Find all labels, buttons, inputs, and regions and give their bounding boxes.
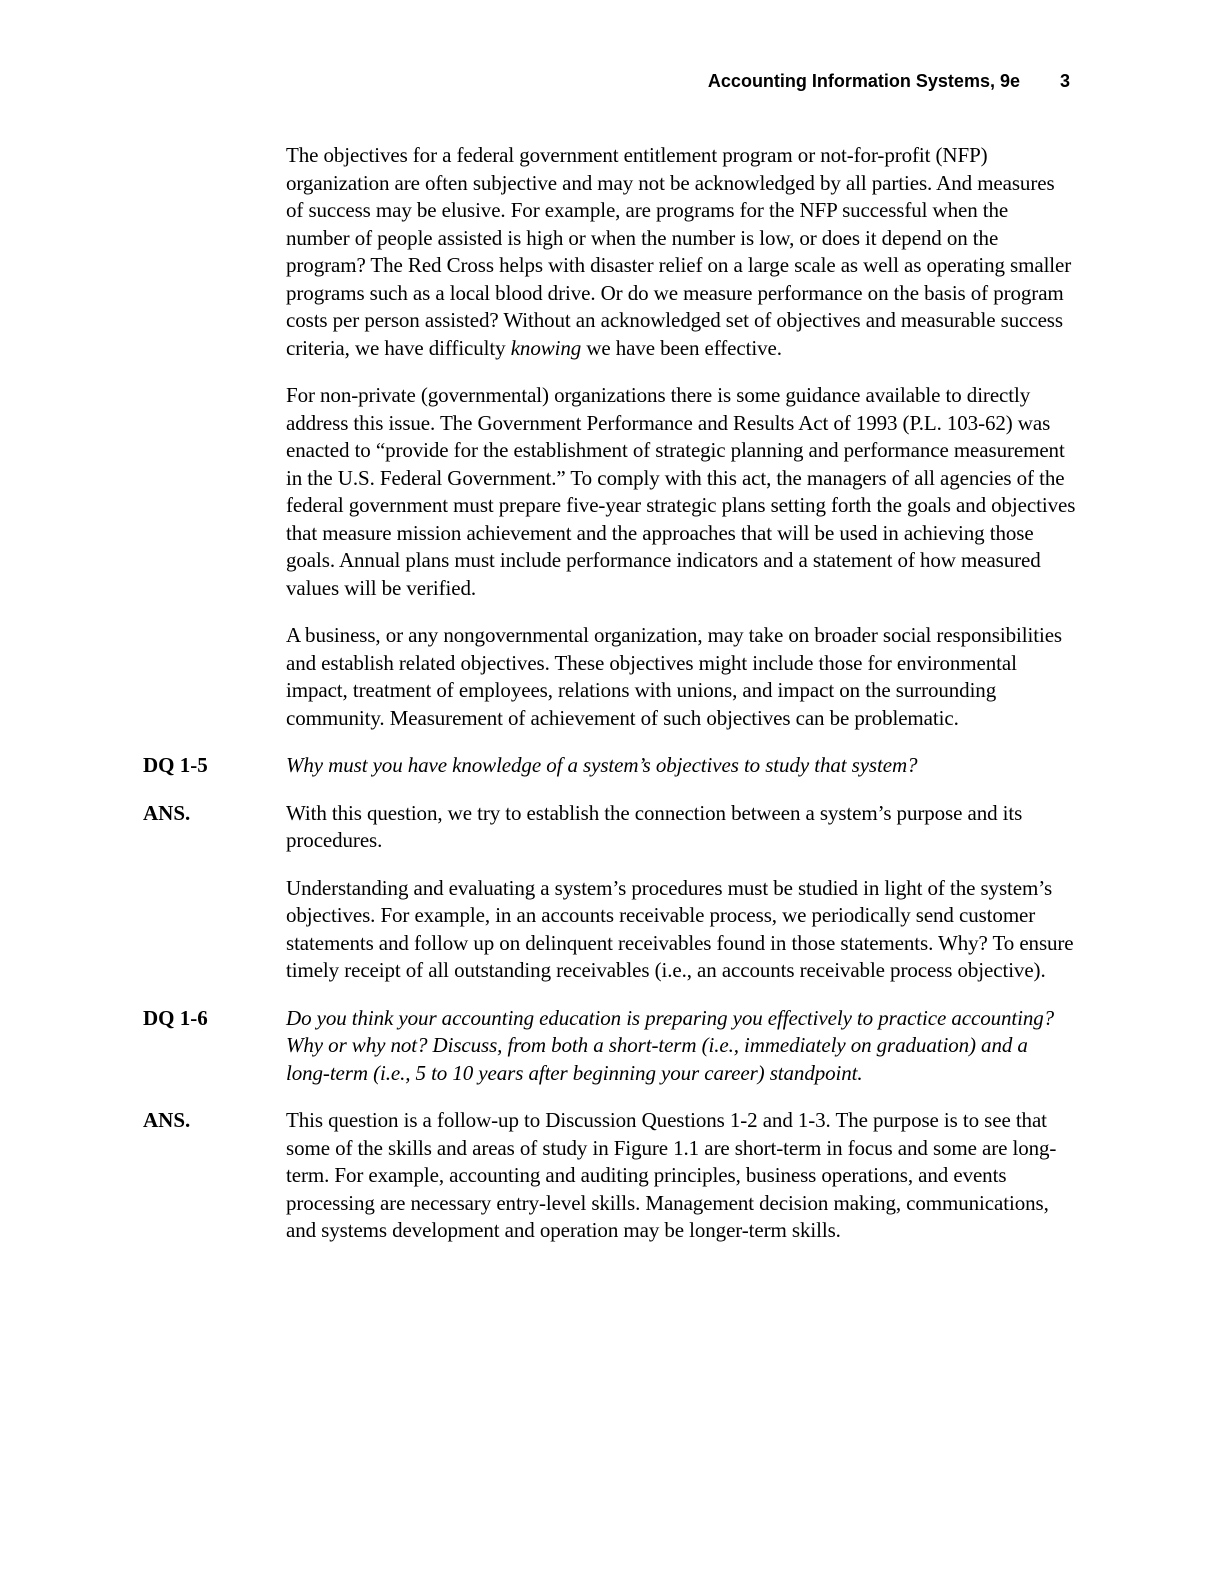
emphasis-text: knowing xyxy=(510,335,582,360)
paragraph-government-guidance: For non-private (governmental) organizations there is some guidance available to directly address this issue. The Government Performance and Results Act of 1993 (P.L. 103-62) was enacted to “provide for the establishment of strategic planning and performance measurement in the U.S. Federal Government.” To comply with this act, the managers of all agencies of the federal government must prepare five-year strategic plans setting forth the goals and objectives that measure mission achievement and the approaches that will be used in achieving those goals. Annual plans must include performance indicators and a statement of how measured values will be verified. xyxy=(286,383,1076,600)
paragraph-nfp-objectives xyxy=(0,142,1076,362)
answer-paragraph: Understanding and evaluating a system’s procedures must be studied in light of the system’s objectives. For example, in an accounts receivable process, we periodically send customer statements and follow up on delinquent receivables found in those statements. Why? To ensure timely receipt of all outstanding receivables (i.e., an accounts receivable process objective). xyxy=(286,875,1074,982)
paragraph-text-end: we have been effective. xyxy=(581,335,782,360)
question-text: Why must you have knowledge of a system’s objectives to study that system? xyxy=(286,753,918,777)
answer-label: ANS. xyxy=(143,1108,191,1132)
answer-paragraph: With this question, we try to establish the connection between a system’s purpose and its procedures. xyxy=(286,800,1023,852)
paragraph-business-objectives: A business, or any nongovernmental organization, may take on broader social responsibilities and establish related objectives. These objectives might include those for environmental impact, treatment of employees, relations with unions, and impact on the surrounding community. Measurement of achievement of such objectives can be problematic. xyxy=(286,623,1062,730)
paragraph-text: The objectives for a federal government entitlement program or not-for-profit (NFP) organization are often subjective and may not be acknowledged by all parties. And measures of success may be elusive. For example, are programs for the NFP successful when the number of people assisted is high or when the number is low, or does it depend on the program? The Red Cross helps with disaster relief on a large scale as well as operating smaller programs such as a local blood drive. Or do we measure performance on the basis of program costs per person assisted? Without an acknowledged set of objectives and measurable success criteria, we have difficulty xyxy=(286,143,1072,360)
running-title: Accounting Information Systems, 9e xyxy=(707,71,1020,91)
page-header xyxy=(0,71,1070,92)
question-label: DQ 1-5 xyxy=(143,753,208,777)
answer-label: ANS. xyxy=(143,800,191,825)
question-block-dq-1-6 xyxy=(0,1005,1224,1088)
question-label: DQ 1-6 xyxy=(143,1005,208,1030)
question-block-dq-1-5 xyxy=(0,752,1224,780)
answer-paragraph: This question is a follow-up to Discussion Questions 1-2 and 1-3. The purpose is to see that some of the skills and areas of study in Figure 1.1 are short-term in focus and some are long-term. For example, accounting and auditing principles, business operations, and events processing are necessary entry-level skills. Management decision making, communications, and systems development and operation may be longer-term skills. xyxy=(286,1108,1057,1242)
question-text: Do you think your accounting education is preparing you effectively to practice accounting? Why or why not? Discuss, from both a short-term (i.e., immediately on graduation) and a long-term (i.e., 5 to 10 years after beginning your career) standpoint. xyxy=(286,1005,1055,1085)
page-body xyxy=(0,142,1224,1265)
answer-block-dq-1-6 xyxy=(0,1107,1224,1245)
page-number: 3 xyxy=(1059,71,1070,91)
answer-block-dq-1-5 xyxy=(0,800,1224,985)
